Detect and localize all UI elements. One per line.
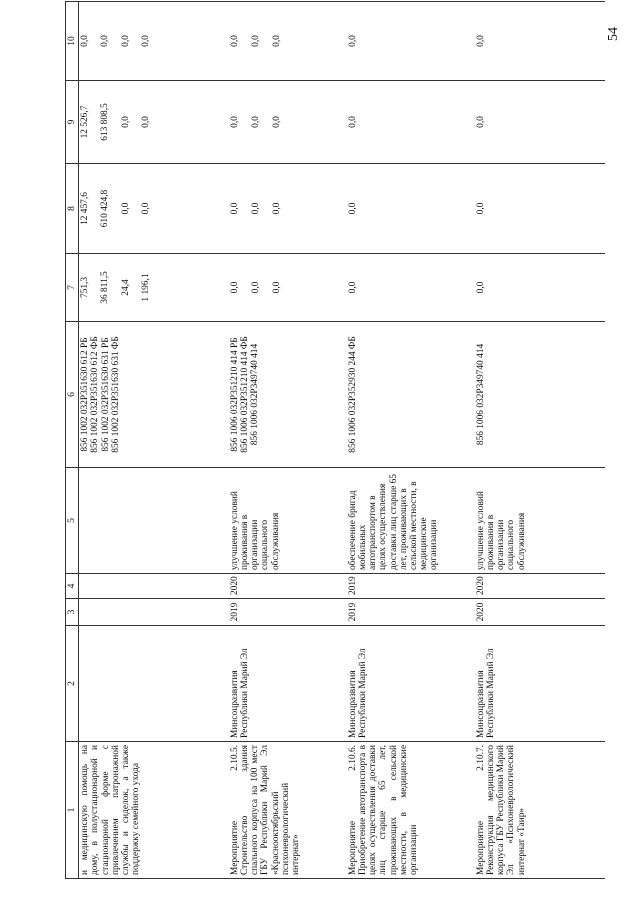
value: 0,0 [120,116,131,128]
budget-code: 856 1006 032P351210 414 ФБ [239,336,250,453]
result-cell: улучшение условий проживания в организации социального обслуживания [229,468,347,574]
budget-code-cell [475,322,605,468]
value: 0,0 [229,281,240,294]
value: 0,0 [272,116,283,128]
value: 12 457,6 [80,192,91,225]
header-cell: 9 [66,81,79,164]
value: 613 808,5 [100,103,111,141]
budget-code-cell [347,322,475,468]
executor-cell: Минсоцразвития Республики Марий Эл [475,626,605,742]
value-cell [79,2,229,81]
end-year-cell: 2019 [347,574,475,599]
value: 0,0 [272,281,283,294]
header-cell: 4 [66,574,79,599]
value: 0,0 [80,35,91,47]
value-cell [79,81,229,164]
header-cell: 10 [66,2,79,81]
header-cell: 2 [66,626,79,742]
rotated-table-container [65,2,620,879]
header-row [66,2,79,879]
value: 36 811,5 [100,271,111,304]
value: 0,0 [229,116,240,128]
budget-code: 856 1002 032P351630 612 РБ [80,337,91,452]
value-cell [347,254,475,322]
table-row [475,2,605,879]
header-cell: 8 [66,164,79,254]
value: 24,4 [120,279,131,296]
value: 0,0 [475,281,486,294]
value: 0,0 [140,116,151,128]
end-year-cell [79,574,229,599]
value: 0,0 [347,116,358,128]
budget-code: 856 1006 032P352930 244 ФБ [347,336,358,453]
header-cell: 1 [66,742,79,879]
value: 0,0 [250,35,261,47]
value-cell [229,164,347,254]
budget-code: 856 1002 032P351630 631 РБ [100,337,111,452]
value: 0,0 [120,35,131,47]
value: 0,0 [347,202,358,215]
header-cell: 3 [66,599,79,626]
value-cell [79,164,229,254]
activity-cell: Мероприятие 2.10.5. Строительство здания спального корпуса на 100 мест ГБУ Республики Марий Эл «Краснооктябрьский психоневрологический интернат» [229,742,347,879]
value: 0,0 [250,281,261,294]
header-cell: 7 [66,254,79,322]
budget-code: 856 1006 032P349740 414 [250,343,261,446]
value: 0,0 [272,202,283,215]
end-year-cell: 2020 [475,574,605,599]
value: 0,0 [475,35,486,47]
value-cell [475,81,605,164]
executor-cell [79,626,229,742]
value: 0,0 [229,202,240,215]
budget-code: 856 1006 032P349740 414 [475,343,486,446]
value: 0,0 [140,35,151,47]
executor-cell: Минсоцразвития Республики Марий Эл [229,626,347,742]
value: 0,0 [120,202,131,215]
value-cell [347,2,475,81]
value: 751,3 [80,276,91,299]
value: 0,0 [347,35,358,47]
value-cell [229,254,347,322]
value-cell [475,254,605,322]
value: 0,0 [272,35,283,47]
activity-cell: Мероприятие 2.10.7. Реконструкция медицинского корпуса ГБУ Республики Марий Эл «Психоневрологический интернат «Таир» [475,742,605,879]
start-year-cell: 2019 [229,599,347,626]
start-year-cell: 2019 [347,599,475,626]
value-cell [229,81,347,164]
result-cell: обеспечение бригад мобильных автотранспортом в целях осуществления доставки лиц старше 65 лет, проживающих в сельской местности, в медицинские организации [347,468,475,574]
budget-table [65,1,605,879]
budget-code-cell [229,322,347,468]
start-year-cell: 2020 [475,599,605,626]
value: 0,0 [475,202,486,215]
value: 0,0 [229,35,240,47]
budget-code: 856 1002 032P351630 631 ФБ [110,336,121,453]
value-cell [79,254,229,322]
value-cell [347,164,475,254]
table-row [229,2,347,879]
result-cell [79,468,229,574]
value: 0,0 [250,202,261,215]
value-cell [475,2,605,81]
header-cell: 5 [66,468,79,574]
end-year-cell: 2020 [229,574,347,599]
value: 0,0 [475,116,486,128]
value: 0,0 [100,35,111,47]
value: 610 424,8 [100,189,111,228]
activity-cell: Мероприятие 2.10.6. Приобретение автотранспорта в целях осуществления доставки лиц старше 65 лет, проживающих в сельской местности, в медицинские организации [347,742,475,879]
value-cell [229,2,347,81]
value: 1 196,1 [140,273,151,302]
table-row [79,2,229,879]
budget-code-cell [79,322,229,468]
value: 0,0 [347,281,358,294]
value: 0,0 [140,202,151,215]
value: 12 526,7 [80,105,91,139]
start-year-cell [79,599,229,626]
activity-cell: и медицинскую помощь на дому, в полустационарной и стационарной форме с привлечением патронажной службы и сиделок, а также поддержку семейного ухода [79,742,229,879]
header-cell: 6 [66,322,79,468]
value-cell [347,81,475,164]
budget-code: 856 1006 032P351210 414 РБ [229,337,240,452]
result-cell: улучшение условий проживания в организации социального обслуживания [475,468,605,574]
executor-cell: Минсоцразвития Республики Марий Эл [347,626,475,742]
value: 0,0 [250,116,261,128]
table-row [347,2,475,879]
budget-code: 856 1002 032P351630 612 ФБ [90,336,101,453]
value-cell [475,164,605,254]
page-number: 54 [606,27,621,41]
